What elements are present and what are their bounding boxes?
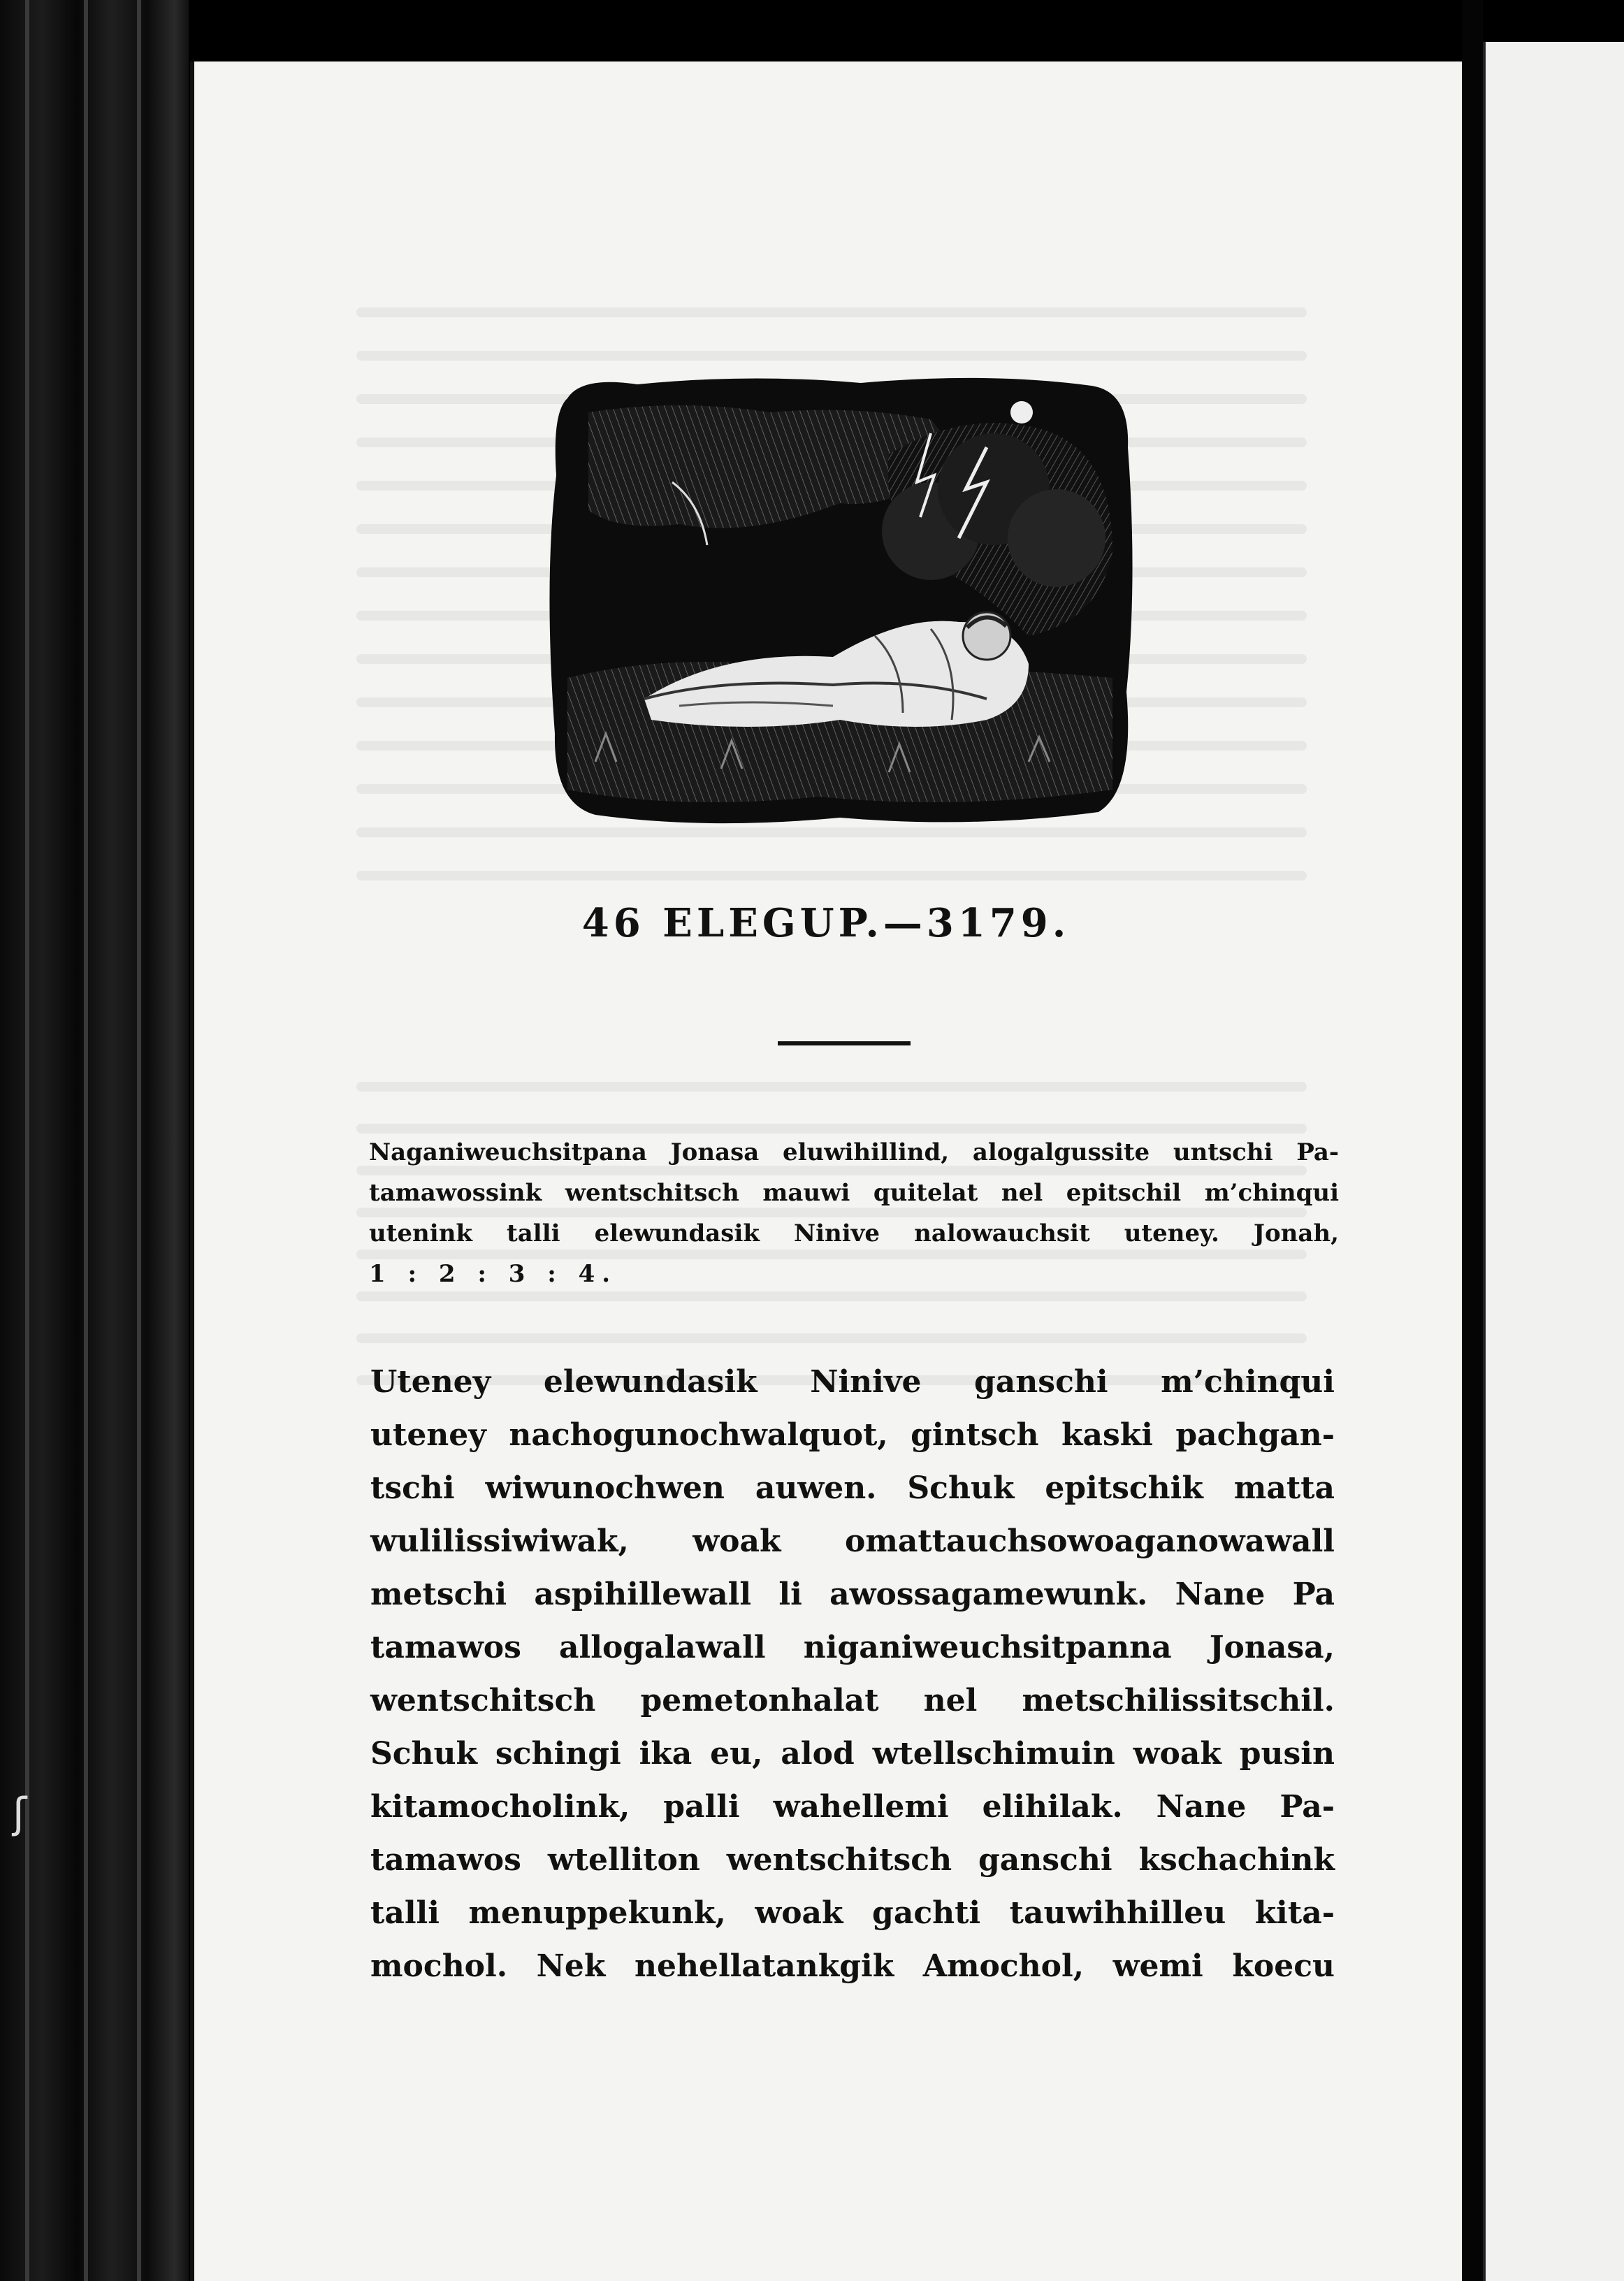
- bleed-through-line: [356, 871, 1307, 881]
- bleed-through-line: [356, 1333, 1307, 1343]
- epigraph-line: tamawossink wentschitsch mauwi quitelat nel epitschil m’chinqui: [369, 1179, 1339, 1207]
- woodcut-sleeping-figure-storm-icon: [539, 370, 1140, 832]
- book-binding: [0, 0, 189, 2281]
- edge-mark: ʃ: [13, 1789, 27, 1838]
- page-gap: [1462, 0, 1483, 2281]
- body-line: tamawos wtelliton wentschitsch ganschi kschachink: [370, 1842, 1335, 1878]
- epigraph-line: Naganiweuchsitpana Jonasa eluwihillind, alogalgussite untschi Pa-: [369, 1138, 1339, 1166]
- body-line: kitamocholink, palli wahellemi elihilak. Nane Pa-: [370, 1789, 1335, 1825]
- binding-line: [137, 0, 141, 2281]
- epigraph-line: utenink talli elewundasik Ninive nalowauchsit uteney. Jonah,: [369, 1219, 1339, 1247]
- body-line: mochol. Nek nehellatankgik Amochol, wemi koecu: [370, 1948, 1335, 1984]
- binding-line: [25, 0, 29, 2281]
- section-heading: 46 ELEGUP.—3179.: [581, 900, 1071, 946]
- body-line: Schuk schingi ika eu, alod wtellschimuin woak pusin: [370, 1736, 1335, 1772]
- body-line: Uteney elewundasik Ninive ganschi m’chinqui: [370, 1364, 1335, 1400]
- scripture-epigraph: [369, 1132, 1339, 1294]
- binding-line: [84, 0, 88, 2281]
- next-page-edge: [1483, 42, 1624, 2281]
- body-line: tamawos allogalawall niganiweuchsitpanna Jonasa,: [370, 1630, 1335, 1665]
- bleed-through-line: [356, 351, 1307, 361]
- epigraph-reference: 1 : 2 : 3 : 4.: [369, 1260, 618, 1288]
- body-line: wulilissiwiwak, woak omattauchsowoaganowawall: [370, 1523, 1335, 1559]
- body-paragraph: [370, 1356, 1335, 1993]
- bleed-through-line: [356, 1082, 1307, 1092]
- top-border: [0, 0, 1624, 56]
- body-line: wentschitsch pemetonhalat nel metschilissitschil.: [370, 1683, 1335, 1718]
- bleed-through-line: [356, 307, 1307, 317]
- body-line: uteney nachogunochwalquot, gintsch kaski pachgan-: [370, 1417, 1335, 1453]
- body-line: talli menuppekunk, woak gachti tauwihhilleu kita-: [370, 1895, 1335, 1931]
- body-line: tschi wiwunochwen auwen. Schuk epitschik matta: [370, 1470, 1335, 1506]
- body-line: metschi aspihillewall li awossagamewunk. Nane Pa: [370, 1577, 1335, 1612]
- heading-divider: [778, 1041, 911, 1045]
